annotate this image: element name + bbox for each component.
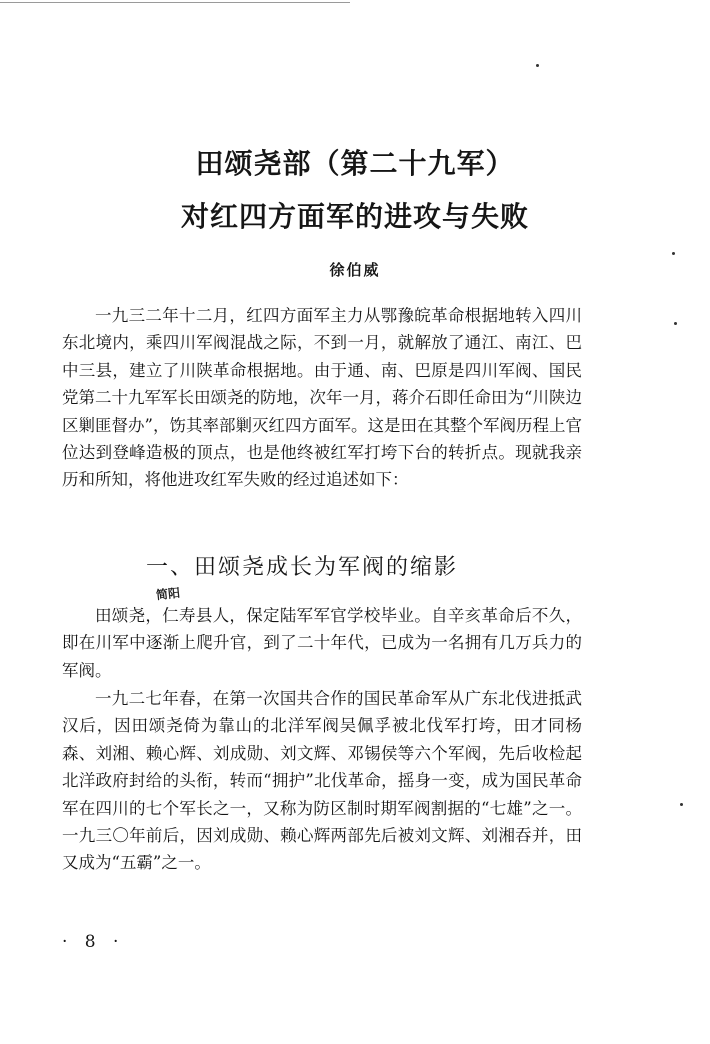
- top-rule: [0, 2, 350, 3]
- paragraph-intro: 一九三二年十二月，红四方面军主力从鄂豫皖革命根据地转入四川东北境内，乘四川军阀混战之际，不到一月，就解放了通江、南江、巴中三县，建立了川陕革命根据地。由于通、南、巴原是四川军阀、国民党第二十九军军长田颂尧的防地，次年一月，蒋介石即任命田为“川陕边区剿匪督办”，饬其率部剿灭红四方面军。这是田在其整个军阀历程上官位达到登峰造极的顶点，也是他终被红军打垮下台的转折点。现就我亲历和所知，将他进攻红军失败的经过追述如下：: [62, 306, 582, 490]
- paragraph-northern-expedition: 一九二七年春，在第一次国共合作的国民革命军从广东北伐进抵武汉后，因田颂尧倚为靠山的北洋军阀吴佩孚被北伐军打垮，田才同杨森、刘湘、赖心辉、刘成勋、刘文辉、邓锡侯等六个军阀，先后收检起北洋政府封给的头衔，转而“拥护”北伐革命，摇身一变，成为国民革命军在四川的七个军长之一，又称为防区制时期军阀割据的“七雄”之一。一九三〇年前后，因刘成勋、赖心辉两部先后被刘文辉、刘湘吞并，田又成为“五霸”之一。: [62, 689, 582, 873]
- handwritten-annotation: 简阳: [155, 585, 181, 603]
- scan-speck: [536, 64, 539, 67]
- title-line-1: 田颂尧部（第二十九军）: [195, 147, 515, 180]
- scan-speck: [680, 803, 683, 806]
- scan-speck: [674, 322, 677, 325]
- author: 徐伯威: [329, 261, 381, 279]
- scan-speck: [672, 252, 675, 255]
- section-heading: 一、田颂尧成长为军阀的缩影: [146, 555, 459, 580]
- title-line-2: 对红四方面军的进攻与失败: [180, 200, 529, 233]
- page-number: · 8 ·: [62, 932, 125, 952]
- paragraph-background: 田颂尧，仁寿县人，保定陆军军官学校毕业。自辛亥革命后不久，即在川军中逐渐上爬升官，到了二十年代，已成为一名拥有几万兵力的军阀。: [62, 606, 582, 680]
